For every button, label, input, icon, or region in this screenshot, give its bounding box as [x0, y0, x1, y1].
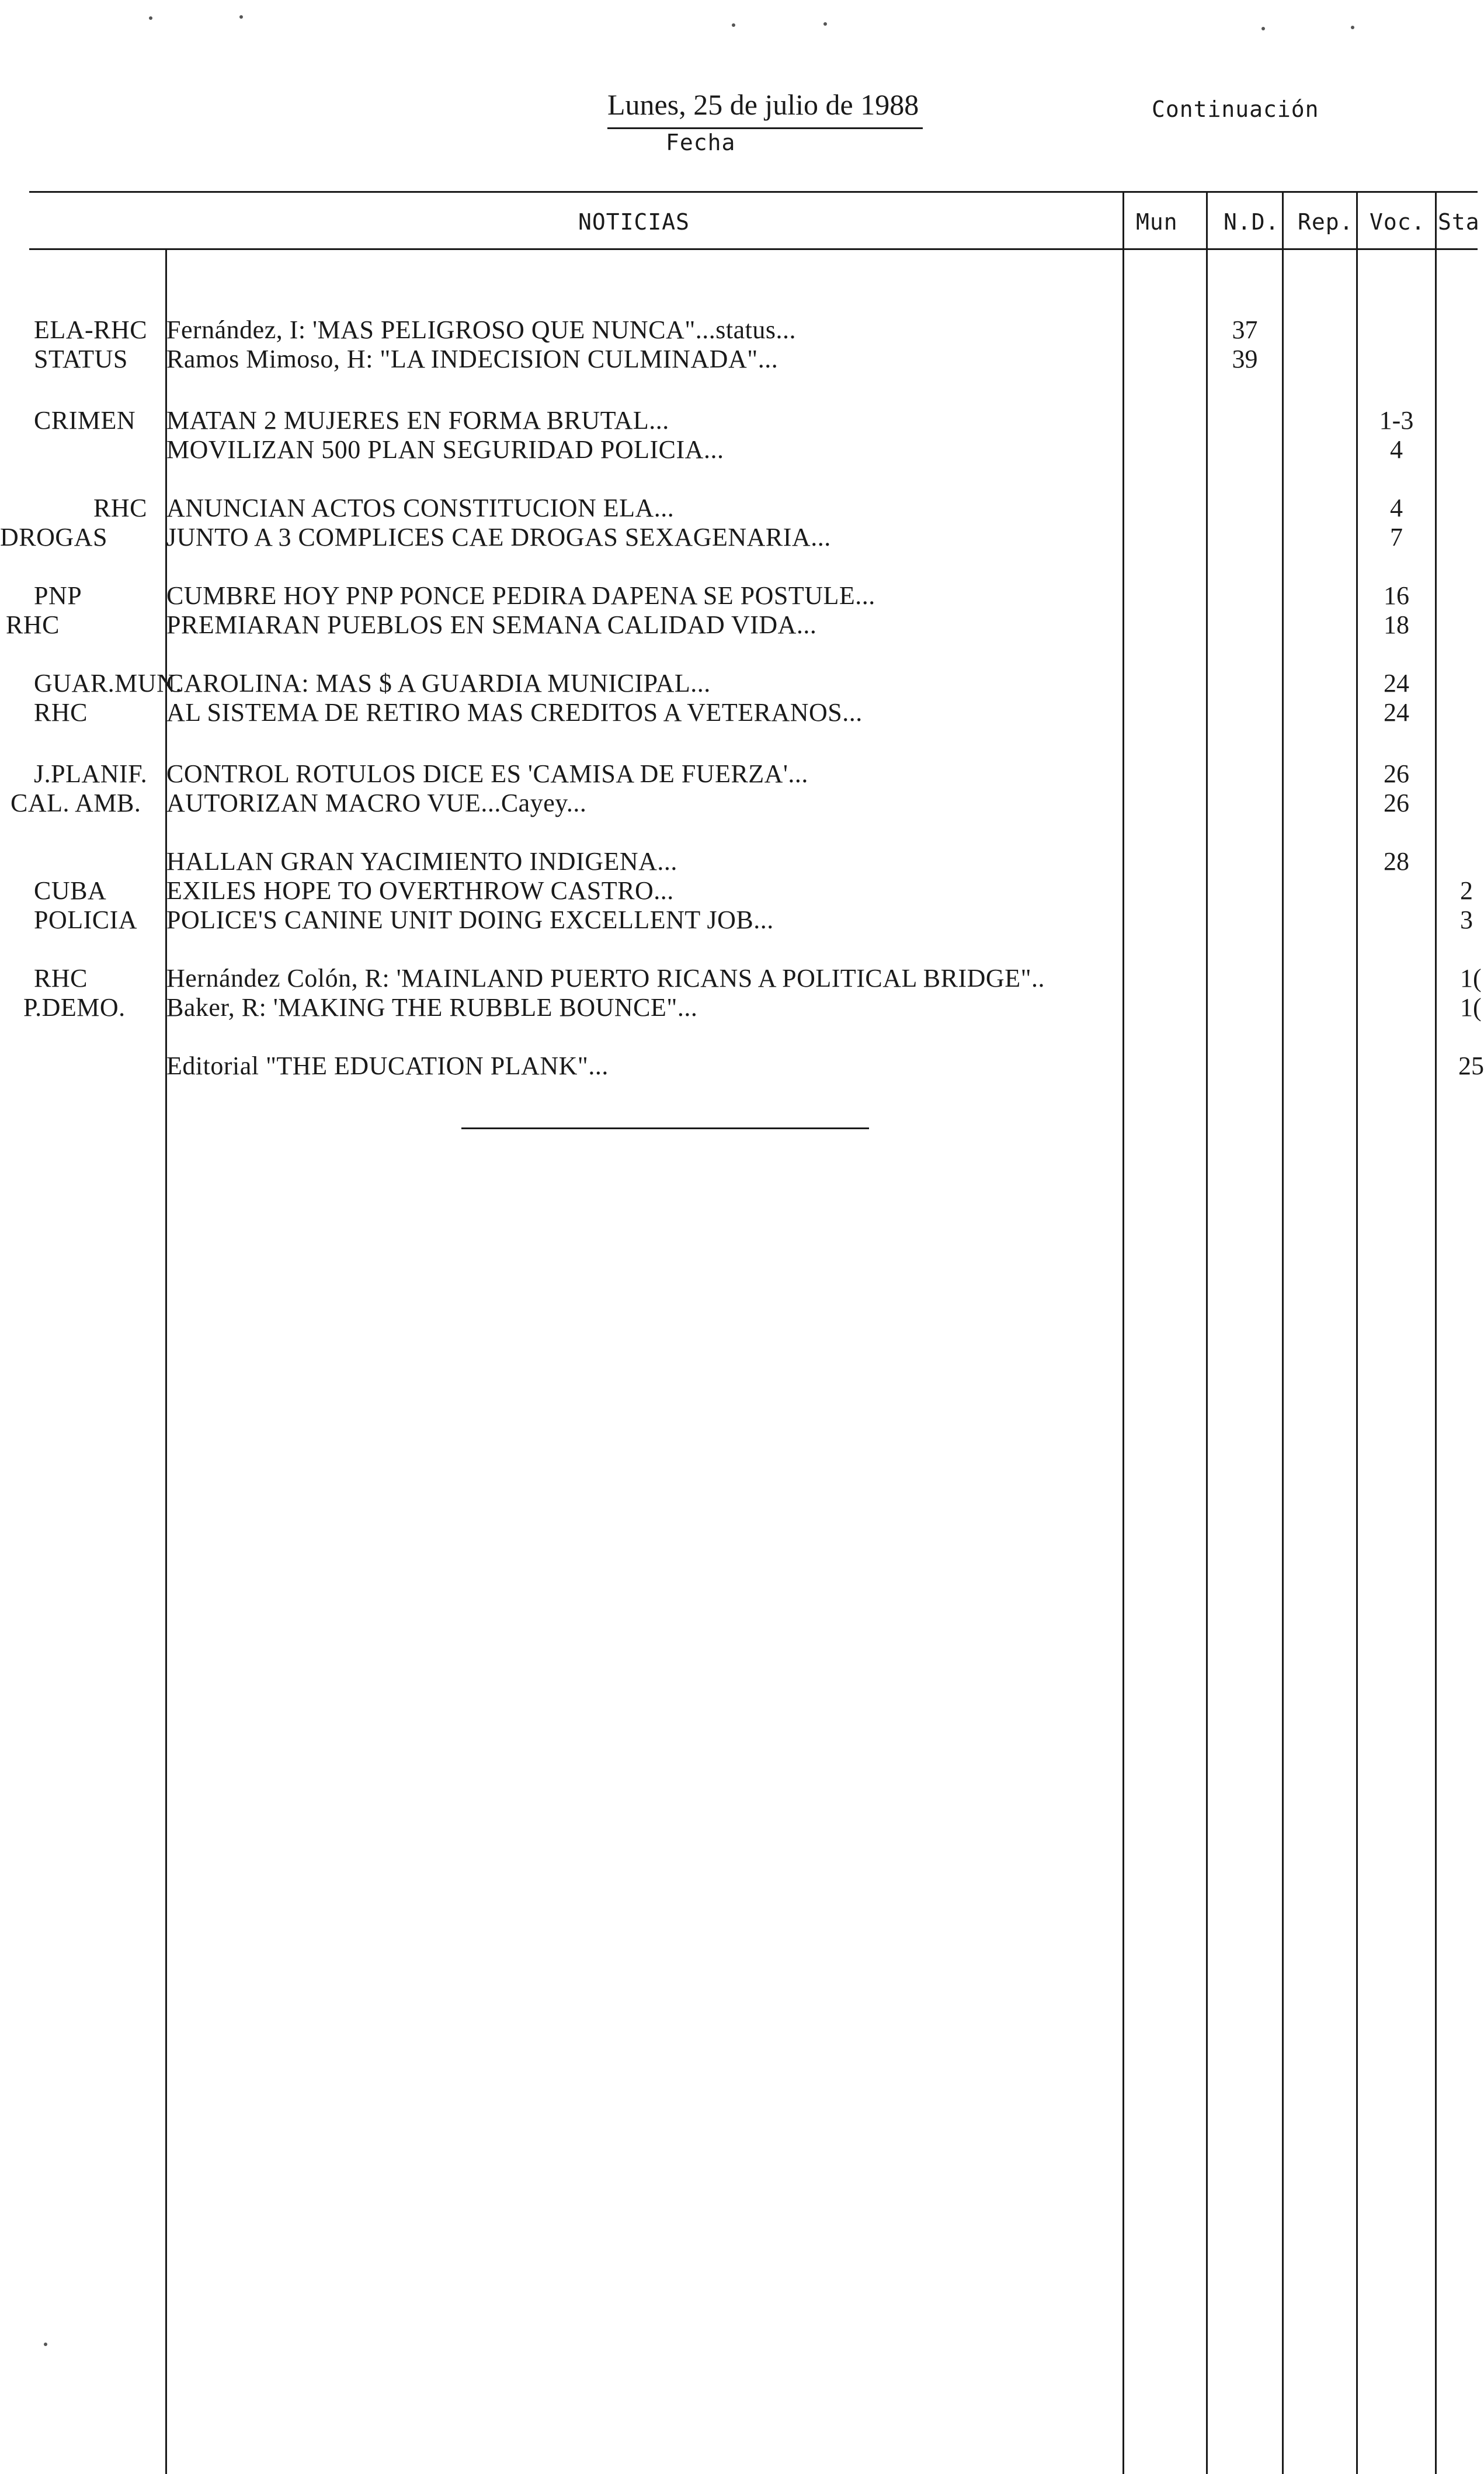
row-headline: Ramos Mimoso, H: "LA INDECISION CULMINADA"...	[166, 345, 779, 373]
column-header-star: Sta	[1438, 209, 1480, 235]
row-category: POLICIA	[34, 905, 138, 934]
row-voc: 24	[1384, 669, 1409, 698]
row-headline: Editorial "THE EDUCATION PLANK"...	[166, 1052, 609, 1080]
scan-speck	[239, 15, 243, 19]
row-headline: CAROLINA: MAS $ A GUARDIA MUNICIPAL...	[166, 669, 711, 698]
row-headline: CUMBRE HOY PNP PONCE PEDIRA DAPENA SE POSTULE...	[166, 581, 875, 610]
row-nd: 39	[1232, 345, 1258, 373]
row-star: 3	[1460, 905, 1473, 934]
row-headline: POLICE'S CANINE UNIT DOING EXCELLENT JOB...	[166, 905, 774, 934]
date-label: Fecha	[666, 130, 736, 155]
row-headline: AL SISTEMA DE RETIRO MAS CREDITOS A VETERANOS...	[166, 698, 863, 727]
row-voc: 18	[1384, 610, 1409, 639]
row-star: 2	[1460, 876, 1473, 905]
row-star: 1(	[1460, 964, 1482, 993]
row-headline: EXILES HOPE TO OVERTHROW CASTRO...	[166, 876, 674, 905]
row-voc: 16	[1384, 581, 1409, 610]
row-category: J.PLANIF.	[34, 759, 148, 788]
table-header-rule	[29, 248, 1478, 250]
row-headline: Baker, R: 'MAKING THE RUBBLE BOUNCE"...	[166, 993, 698, 1022]
row-category: STATUS	[34, 345, 128, 373]
row-category: GUAR.MUN.	[34, 669, 182, 698]
row-category: P.DEMO.	[23, 993, 126, 1022]
row-headline: MATAN 2 MUJERES EN FORMA BRUTAL...	[166, 406, 669, 435]
date-underline	[607, 127, 923, 129]
row-headline: CONTROL ROTULOS DICE ES 'CAMISA DE FUERZA'...	[166, 759, 808, 788]
column-rule-nd-right	[1282, 191, 1284, 2474]
row-headline: MOVILIZAN 500 PLAN SEGURIDAD POLICIA...	[166, 435, 724, 464]
end-of-list-rule	[461, 1127, 869, 1129]
column-rule-mun-right	[1206, 191, 1208, 2474]
row-category: CAL. AMB.	[11, 789, 141, 817]
scan-speck	[1351, 26, 1354, 29]
row-voc: 4	[1390, 494, 1403, 522]
row-category: DROGAS	[0, 523, 107, 551]
row-headline: HALLAN GRAN YACIMIENTO INDIGENA...	[166, 847, 677, 876]
row-category: CRIMEN	[34, 406, 136, 435]
row-voc: 26	[1384, 789, 1409, 817]
row-category: PNP	[34, 581, 82, 610]
row-category: ELA-RHC	[34, 315, 148, 344]
row-headline: AUTORIZAN MACRO VUE...Cayey...	[166, 789, 587, 817]
row-star: 25	[1458, 1052, 1484, 1080]
row-voc: 1-3	[1379, 406, 1414, 435]
scan-speck	[149, 16, 152, 20]
row-headline: Fernández, I: 'MAS PELIGROSO QUE NUNCA"...status...	[166, 315, 796, 344]
row-headline: Hernández Colón, R: 'MAINLAND PUERTO RICANS A POLITICAL BRIDGE"..	[166, 964, 1045, 993]
scan-speck	[823, 22, 827, 26]
column-header-mun: Mun	[1136, 209, 1178, 235]
row-voc: 7	[1390, 523, 1403, 551]
row-category: RHC	[6, 610, 60, 639]
row-star: 1(	[1460, 993, 1482, 1022]
row-category: CUBA	[34, 876, 107, 905]
scan-speck	[1261, 27, 1265, 30]
row-headline: PREMIARAN PUEBLOS EN SEMANA CALIDAD VIDA...	[166, 610, 817, 639]
row-category: RHC	[93, 494, 147, 522]
column-header-nd: N.D.	[1224, 209, 1280, 235]
column-header-noticias: NOTICIAS	[578, 209, 690, 235]
continuation-label: Continuación	[1152, 96, 1319, 122]
column-rule-mun-left	[1122, 191, 1124, 2474]
row-category: RHC	[34, 964, 88, 993]
date: Lunes, 25 de julio de 1988	[607, 88, 919, 121]
row-category: RHC	[34, 698, 88, 727]
row-headline: ANUNCIAN ACTOS CONSTITUCION ELA...	[166, 494, 675, 522]
scan-speck	[44, 2343, 47, 2346]
row-voc: 24	[1384, 698, 1409, 727]
table-top-rule	[29, 191, 1478, 193]
column-rule-voc-right	[1435, 191, 1437, 2474]
row-nd: 37	[1232, 315, 1258, 344]
scan-speck	[732, 23, 735, 27]
column-header-rep: Rep.	[1298, 209, 1354, 235]
row-voc: 4	[1390, 435, 1403, 464]
row-headline: JUNTO A 3 COMPLICES CAE DROGAS SEXAGENARIA...	[166, 523, 831, 551]
row-voc: 28	[1384, 847, 1409, 876]
column-header-voc: Voc.	[1370, 209, 1426, 235]
row-voc: 26	[1384, 759, 1409, 788]
